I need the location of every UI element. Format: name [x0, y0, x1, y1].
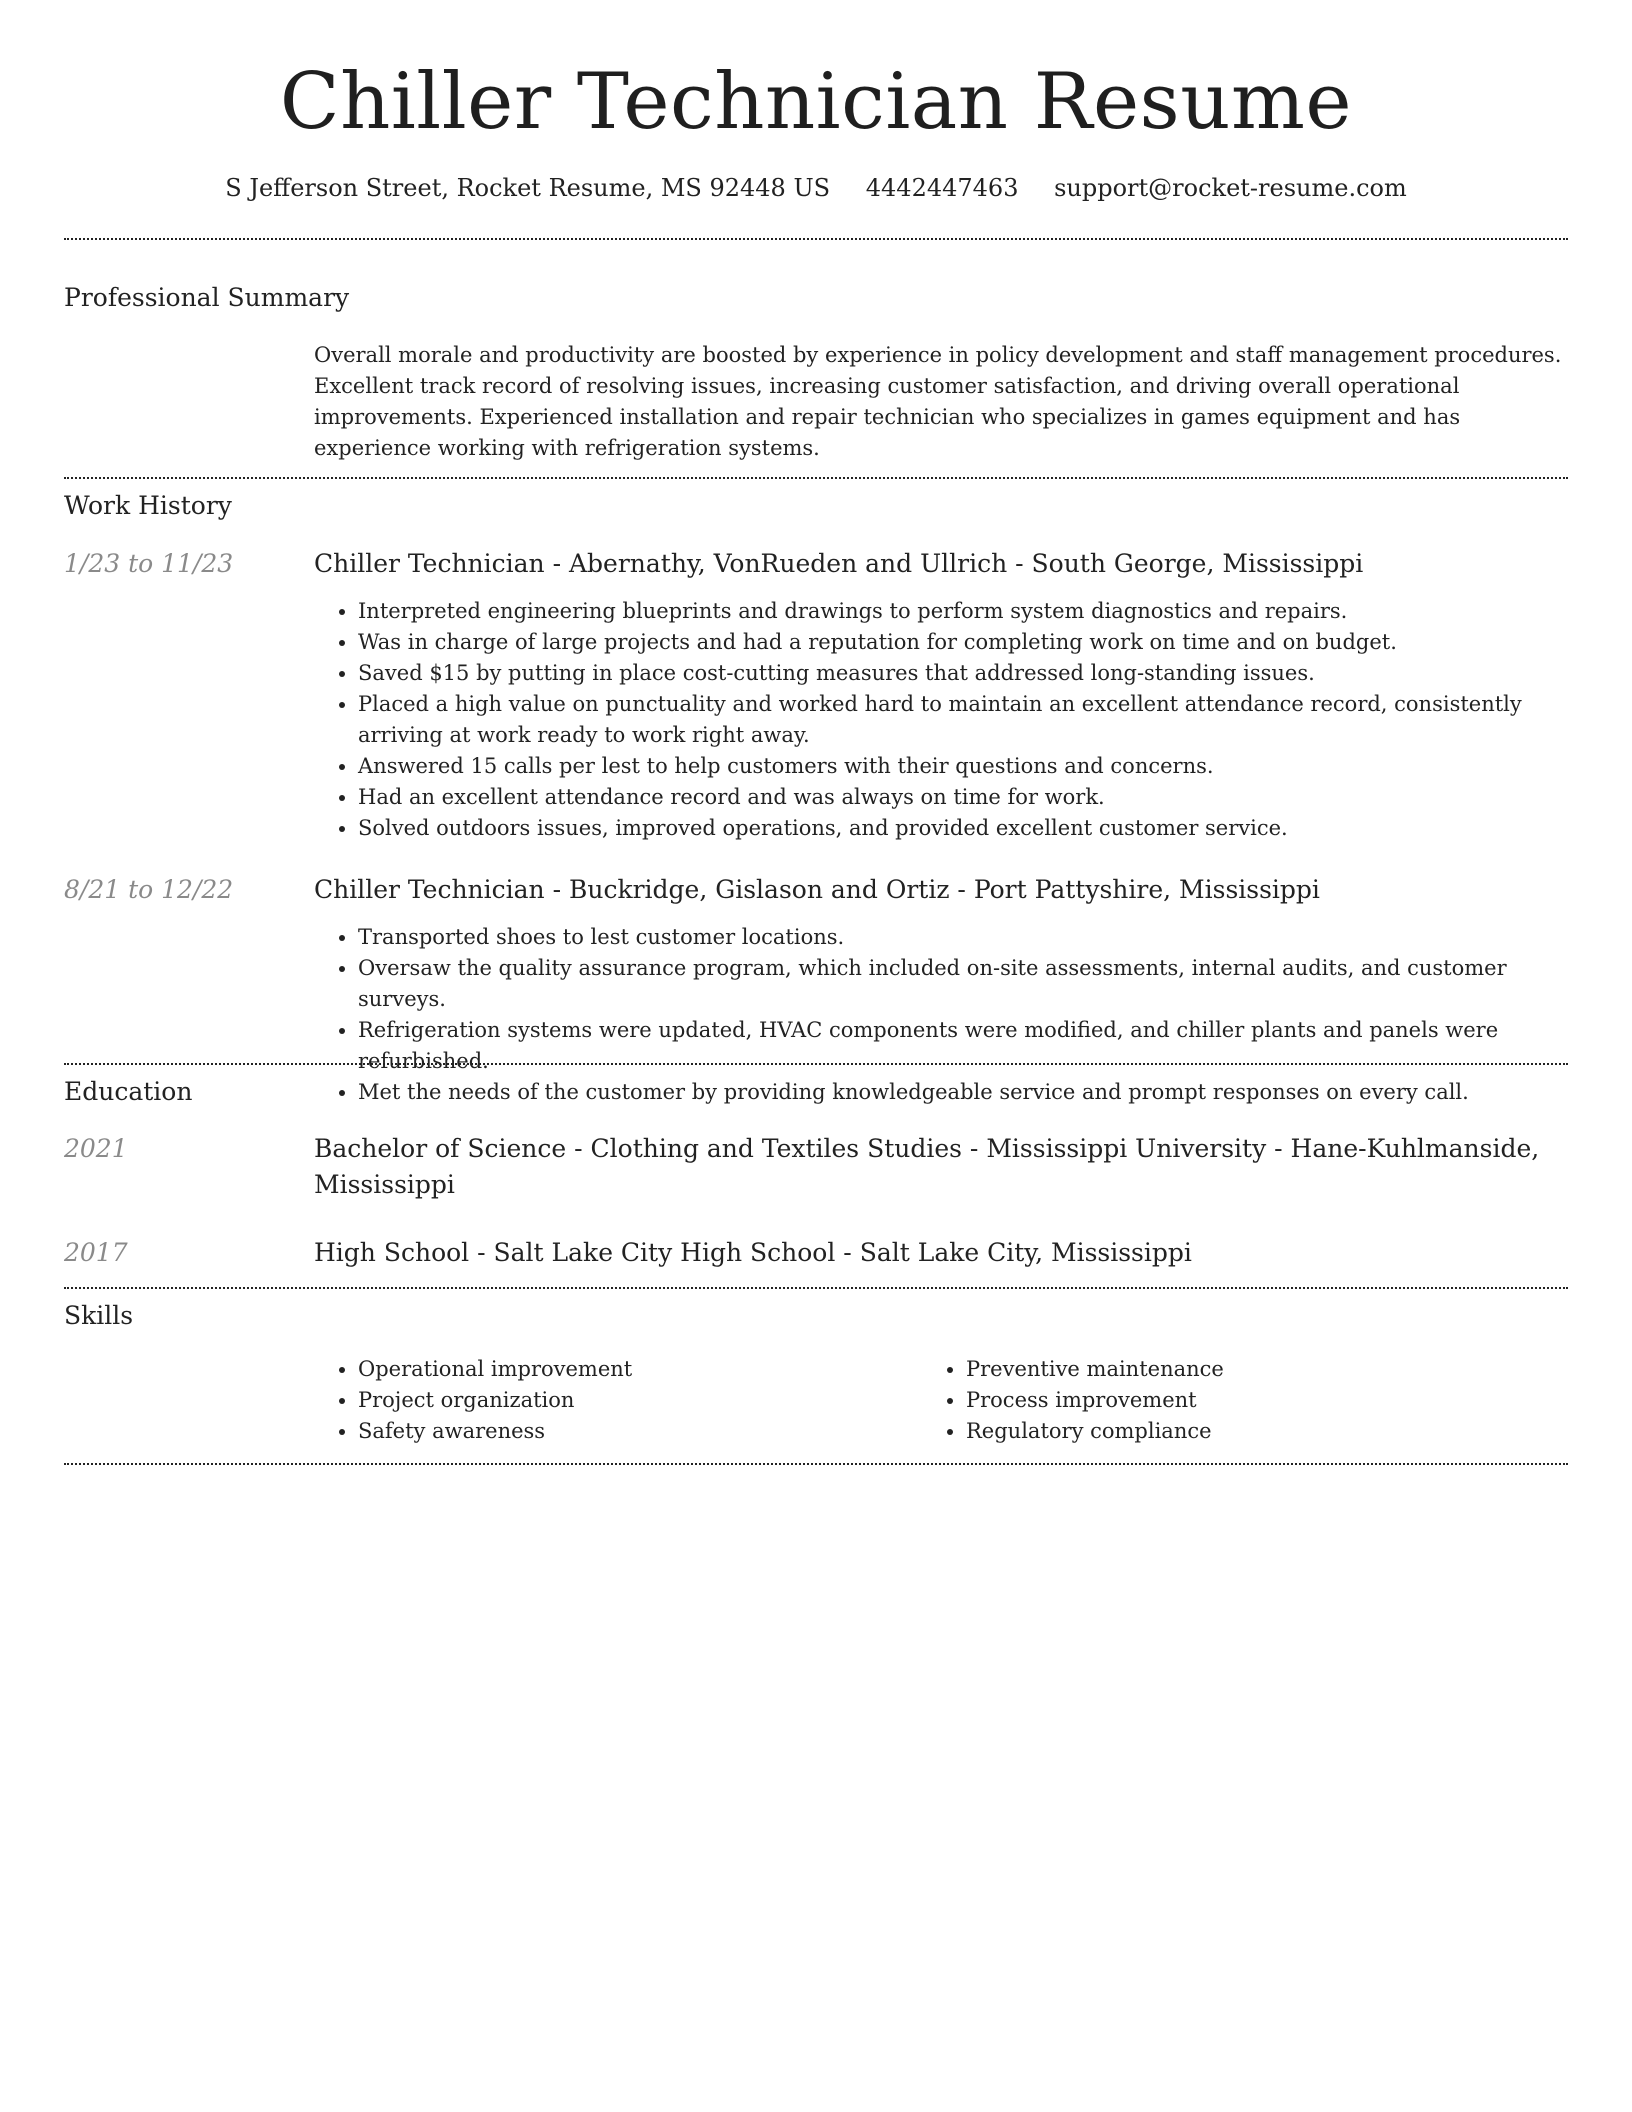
section-heading-education: Education [64, 1077, 193, 1106]
list-item: • Interpreted engineering blueprints and drawings to perform system diagnostics and repairs. [358, 596, 1568, 627]
list-item: • Refrigeration systems were updated, HVAC components were modified, and chiller plants and panels were refurbished. [358, 1015, 1568, 1077]
divider [64, 1063, 1568, 1065]
list-item: • Was in charge of large projects and had a reputation for completing work on time and on budget. [358, 627, 1568, 658]
list-item: • Placed a high value on punctuality and worked hard to maintain an excellent attendance record, consistently arriving at work ready to work right away. [358, 689, 1568, 751]
skill-item: • Project organization [358, 1385, 914, 1416]
summary-text: Overall morale and productivity are boosted by experience in policy development and staff management procedures. Excellent track record of resolving issues, increasing customer satisfaction, and driving overall operational improvements. Experienced installation and repair technician who specializes in games equipment and has experience working with refrigeration systems. [314, 343, 1562, 460]
list-item: • Met the needs of the customer by providing knowledgeable service and prompt responses on every call. [358, 1077, 1568, 1108]
job-bullets [314, 596, 1568, 844]
list-item: • Solved outdoors issues, improved operations, and provided excellent customer service. [358, 813, 1568, 844]
job-dates: 8/21 to 12/22 [64, 875, 234, 904]
divider [64, 477, 1568, 479]
contact-phone: 4442447463 [865, 174, 1019, 202]
skills-list-right [922, 1354, 1568, 1447]
job-bullets [314, 922, 1568, 1108]
contact-address: S Jefferson Street, Rocket Resume, MS 92448 US [225, 174, 831, 202]
education-year: 2017 [64, 1238, 128, 1267]
education-year: 2021 [64, 1134, 128, 1163]
education-title: Bachelor of Science - Clothing and Textiles Studies - Mississippi University - Hane-Kuhlmanside, Mississippi [314, 1134, 1540, 1199]
resume-title: Chiller Technician Resume [279, 57, 1353, 147]
skills-list-left [314, 1354, 914, 1447]
list-item: • Oversaw the quality assurance program, which included on-site assessments, internal audits, and customer surveys. [358, 953, 1568, 1015]
section-heading-skills: Skills [64, 1301, 134, 1330]
contact-line [0, 170, 1632, 206]
job-title: Chiller Technician - Buckridge, Gislason and Ortiz - Port Pattyshire, Mississippi [314, 875, 1320, 904]
section-heading-work-history: Work History [64, 491, 232, 520]
skill-item: • Preventive maintenance [966, 1354, 1568, 1385]
list-item: • Transported shoes to lest customer locations. [358, 922, 1568, 953]
skill-item: • Safety awareness [358, 1416, 914, 1447]
job-title: Chiller Technician - Abernathy, VonRueden and Ullrich - South George, Mississippi [314, 549, 1364, 578]
skill-item: • Operational improvement [358, 1354, 914, 1385]
list-item: • Answered 15 calls per lest to help customers with their questions and concerns. [358, 751, 1568, 782]
list-item: • Had an excellent attendance record and was always on time for work. [358, 782, 1568, 813]
divider [64, 1287, 1568, 1289]
list-item: • Saved $15 by putting in place cost-cutting measures that addressed long-standing issues. [358, 658, 1568, 689]
section-heading-summary: Professional Summary [64, 283, 350, 312]
skill-item: • Regulatory compliance [966, 1416, 1568, 1447]
job-dates: 1/23 to 11/23 [64, 549, 234, 578]
divider [64, 238, 1568, 240]
education-title: High School - Salt Lake City High School - Salt Lake City, Mississippi [314, 1238, 1192, 1267]
contact-email: support@rocket-resume.com [1054, 174, 1407, 202]
skill-item: • Process improvement [966, 1385, 1568, 1416]
divider [64, 1463, 1568, 1465]
